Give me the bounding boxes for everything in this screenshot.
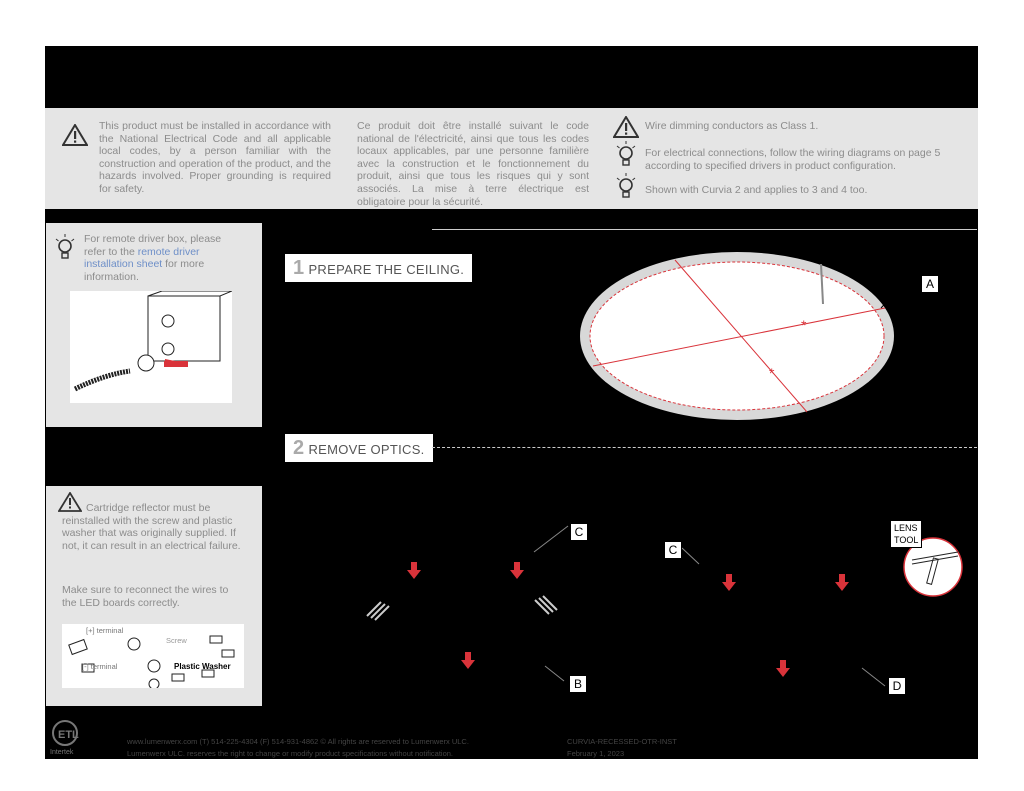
callout-d: D [888, 677, 906, 695]
callout-b: B [569, 675, 587, 693]
warning-french: Ce produit doit être installé suivant le code national de l'électricité, ainsi que tous les codes locaux applicables, par une personne familière avec la construction et le fonctionnement du produit, ainsi que tous les risques qui y sont associés. La mise à terre électrique est obligatoire pour la sécurité. [357, 120, 589, 208]
note-class1: Wire dimming conductors as Class 1. [645, 120, 819, 132]
step-2-label [285, 434, 433, 462]
note-curvia: Shown with Curvia 2 and applies to 3 and 4 too. [645, 184, 868, 196]
lightbulb-icon [615, 140, 637, 168]
plus-terminal-label: [+] terminal [86, 626, 124, 635]
step-1-number: 1 [293, 257, 305, 279]
callout-a: A [921, 275, 939, 293]
footer-line1: www.lumenwerx.com (T) 514-225-4304 (F) 514-931-4862 © All rights are reserved to Lumenwerx ULC. [127, 737, 469, 746]
warning-band [45, 108, 978, 209]
remote-driver-illustration [70, 291, 232, 403]
warning-icon [62, 124, 88, 146]
callout-c-right: C [664, 541, 682, 559]
reconnect-wires-text: Make sure to reconnect the wires to the LED boards correctly. [62, 584, 229, 609]
note-wiring: For electrical connections, follow the wiring diagrams on page 5 according to specified drivers in product configuration. [645, 147, 941, 172]
screw-label: Screw [166, 636, 187, 645]
step2-rule [432, 447, 977, 448]
step1-rule [432, 229, 977, 230]
ceiling-cutout-diagram [575, 246, 905, 431]
warning-icon [613, 116, 639, 138]
down-arrows [407, 562, 849, 677]
svg-text:ETL: ETL [58, 729, 79, 741]
remote-driver-note [84, 233, 234, 283]
step-1-title: PREPARE THE CEILING. [308, 262, 465, 277]
step-2-number: 2 [293, 437, 305, 459]
step-2-title: REMOVE OPTICS. [308, 442, 425, 457]
footer-doc-info [567, 736, 677, 760]
remote-note-text: For remote driver box, please refer to the [84, 233, 222, 258]
remote-driver-link[interactable]: remote driver installation sheet [84, 245, 200, 271]
remote-driver-panel [46, 223, 262, 427]
step-1-label [285, 254, 472, 282]
svg-text:*: * [801, 317, 807, 333]
svg-text:*: * [769, 365, 775, 381]
lightbulb-icon [54, 233, 76, 261]
footer-doc-code: CURVIA-RECESSED-OTR-INST [567, 737, 677, 746]
footer-date: February 1, 2023 [567, 749, 625, 758]
callout-c-left: C [570, 523, 588, 541]
remote-note-text-end: for more information. [84, 258, 205, 283]
lens-label-line1: LENS [894, 523, 918, 533]
optic-parts [367, 596, 557, 620]
intertek-text: Intertek [50, 749, 74, 756]
remove-optics-diagram [345, 506, 985, 696]
driver-box-drawing [70, 291, 232, 403]
reflector-illustration [62, 624, 244, 688]
lightbulb-icon [615, 172, 637, 200]
lens-tool-label [890, 520, 922, 548]
intertek-logo [48, 718, 82, 756]
reflector-warning-text: Cartridge reflector must be reinstalled with the screw and plastic washer that was originally supplied. If not, it can result in an electrical failure. [62, 502, 241, 552]
instruction-sheet [45, 46, 978, 759]
lens-label-line2: TOOL [894, 535, 919, 545]
reflector-warning-panel [46, 486, 262, 706]
washer-label: Plastic Washer [174, 662, 231, 671]
minus-terminal-label: [-] terminal [82, 662, 118, 671]
warning-english: This product must be installed in accordance with the National Electrical Code and all applicable local codes, by a person familiar with the construction and operation of the product, and the hazards involved. Proper grounding is required for safety. [99, 120, 331, 195]
footer-line2: Lumenwerx ULC. reserves the right to change or modify product specifications without notification. [127, 749, 453, 758]
footer-contact [127, 736, 469, 760]
